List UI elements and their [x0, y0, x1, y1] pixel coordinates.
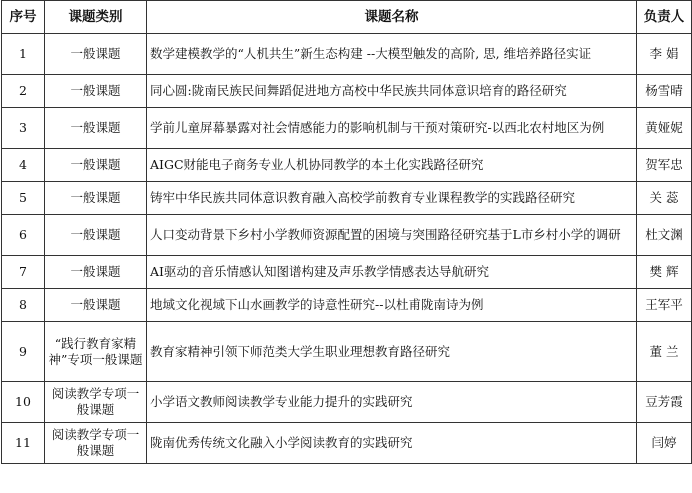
- row-person: 黄娅妮: [637, 108, 692, 149]
- row-num: 1: [2, 34, 45, 75]
- row-num: 7: [2, 256, 45, 289]
- table-row: [2, 423, 692, 464]
- row-title: 铸牢中华民族共同体意识教育融入高校学前教育专业课程教学的实践路径研究: [147, 182, 637, 215]
- table-row: [2, 382, 692, 423]
- row-category: “践行教育家精神”专项一般课题: [45, 322, 147, 382]
- header-row: [2, 1, 692, 34]
- table-row: [2, 182, 692, 215]
- row-category: 一般课题: [45, 256, 147, 289]
- header-person: 负责人: [637, 1, 692, 34]
- row-category: 一般课题: [45, 108, 147, 149]
- table-row: [2, 75, 692, 108]
- row-title: AI驱动的音乐情感认知图谱构建及声乐教学情感表达导航研究: [147, 256, 637, 289]
- row-category: 一般课题: [45, 75, 147, 108]
- header-category: 课题类别: [45, 1, 147, 34]
- header-num: 序号: [2, 1, 45, 34]
- row-title: 地域文化视域下山水画教学的诗意性研究--以杜甫陇南诗为例: [147, 289, 637, 322]
- table-row: [2, 34, 692, 75]
- row-person: 闫婷: [637, 423, 692, 464]
- row-category: 一般课题: [45, 289, 147, 322]
- row-person: 李 娟: [637, 34, 692, 75]
- row-title: 人口变动背景下乡村小学教师资源配置的困境与突围路径研究基于L市乡村小学的调研: [147, 215, 637, 256]
- row-num: 3: [2, 108, 45, 149]
- project-table: [1, 0, 692, 464]
- table-row: [2, 322, 692, 382]
- row-title: 学前儿童屏幕暴露对社会情感能力的影响机制与干预对策研究-以西北农村地区为例: [147, 108, 637, 149]
- row-num: 5: [2, 182, 45, 215]
- row-category: 阅读教学专项一般课题: [45, 382, 147, 423]
- row-num: 11: [2, 423, 45, 464]
- row-category: 一般课题: [45, 149, 147, 182]
- row-person: 王军平: [637, 289, 692, 322]
- table-row: [2, 149, 692, 182]
- row-num: 4: [2, 149, 45, 182]
- table-row: [2, 256, 692, 289]
- row-category: 一般课题: [45, 215, 147, 256]
- table-row: [2, 215, 692, 256]
- row-num: 10: [2, 382, 45, 423]
- table-row: [2, 289, 692, 322]
- row-num: 8: [2, 289, 45, 322]
- row-title: 数学建模教学的“人机共生”新生态构建 --大模型触发的高阶, 思, 维培养路径实证: [147, 34, 637, 75]
- row-num: 2: [2, 75, 45, 108]
- row-category: 阅读教学专项一般课题: [45, 423, 147, 464]
- row-category: 一般课题: [45, 34, 147, 75]
- header-title: 课题名称: [147, 1, 637, 34]
- row-person: 樊 辉: [637, 256, 692, 289]
- table-row: [2, 108, 692, 149]
- row-person: 豆芳霞: [637, 382, 692, 423]
- row-person: 董 兰: [637, 322, 692, 382]
- row-title: 教育家精神引领下师范类大学生职业理想教育路径研究: [147, 322, 637, 382]
- row-title: 同心圆:陇南民族民间舞蹈促进地方高校中华民族共同体意识培育的路径研究: [147, 75, 637, 108]
- row-num: 9: [2, 322, 45, 382]
- row-num: 6: [2, 215, 45, 256]
- row-title: AIGC财能电子商务专业人机协同教学的本土化实践路径研究: [147, 149, 637, 182]
- row-person: 关 蕊: [637, 182, 692, 215]
- row-person: 贺军忠: [637, 149, 692, 182]
- row-category: 一般课题: [45, 182, 147, 215]
- row-person: 杜文渊: [637, 215, 692, 256]
- row-person: 杨雪晴: [637, 75, 692, 108]
- row-title: 小学语文教师阅读教学专业能力提升的实践研究: [147, 382, 637, 423]
- row-title: 陇南优秀传统文化融入小学阅读教育的实践研究: [147, 423, 637, 464]
